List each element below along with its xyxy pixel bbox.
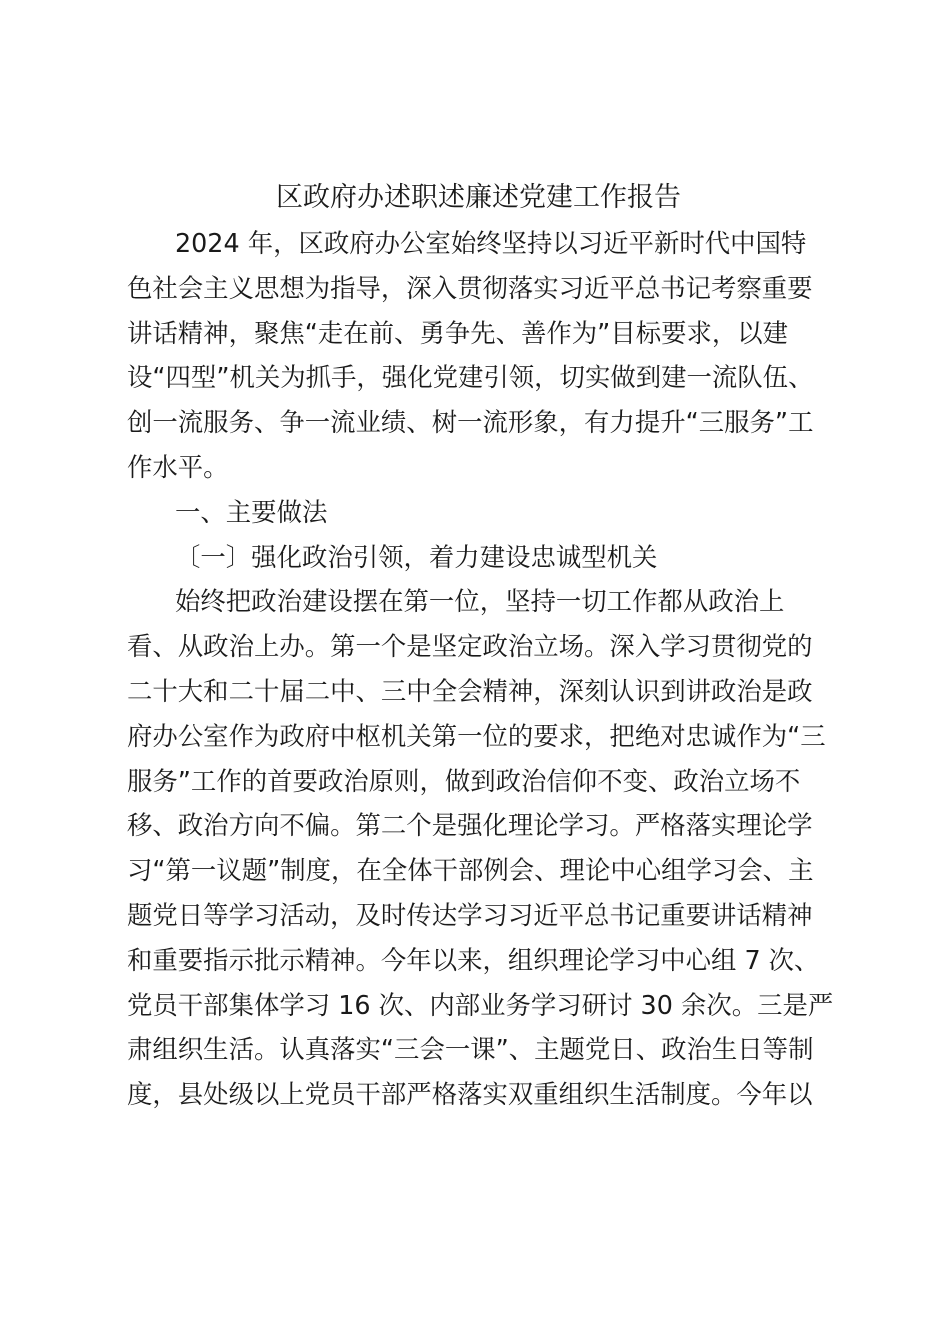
document-body (127, 174, 834, 1117)
paragraph-line: 府办公室作为政府中枢机关第一位的要求，把绝对忠诚作为“三 (127, 720, 826, 751)
paragraph-line: 讲话精神，聚焦“走在前、勇争先、善作为”目标要求，以建 (127, 317, 789, 348)
paragraph-line: 和重要指示批示精神。今年以来，组织理论学习中心组 7 次、 (127, 944, 820, 975)
paragraph-line: 肃组织生活。认真落实“三会一课”、主题党日、政治生日等制 (127, 1034, 814, 1065)
paragraph-line: 题党日等学习活动，及时传达学习习近平总书记重要讲话精神 (127, 899, 813, 930)
paragraph-line: 服务”工作的首要政治原则，做到政治信仰不变、政治立场不 (127, 765, 801, 796)
section-heading: 一、主要做法 (175, 496, 328, 527)
paragraph-line: 看、从政治上办。第一个是坚定政治立场。深入学习贯彻党的 (127, 631, 813, 662)
intro-paragraph (127, 221, 830, 490)
paragraph-line: 2024 年，区政府办公室始终坚持以习近平新时代中国特 (175, 228, 807, 258)
paragraph-line: 二十大和二十届二中、三中全会精神，深刻认识到讲政治是政 (127, 675, 813, 706)
paragraph-line: 创一流服务、争一流业绩、树一流形象，有力提升“三服务”工 (127, 407, 814, 438)
paragraph-line: 始终把政治建设摆在第一位，坚持一切工作都从政治上 (175, 586, 785, 617)
paragraph-line: 色社会主义思想为指导，深入贯彻落实习近平总书记考察重要 (127, 272, 813, 303)
subsection-paragraph (127, 579, 834, 1117)
document-title: 区政府办述职述廉述党建工作报告 (276, 182, 681, 213)
paragraph-line: 移、政治方向不偏。第二个是强化理论学习。严格落实理论学 (127, 810, 813, 841)
paragraph-line: 习“第一议题”制度，在全体干部例会、理论中心组学习会、主 (127, 855, 814, 886)
paragraph-line: 度，县处级以上党员干部严格落实双重组织生活制度。今年以 (127, 1079, 813, 1110)
paragraph-line: 作水平。 (127, 451, 229, 482)
paragraph-line: 设“四型”机关为抓手，强化党建引领，切实做到建一流队伍、 (127, 362, 814, 393)
paragraph-line: 党员干部集体学习 16 次、内部业务学习研讨 30 余次。三是严 (127, 989, 834, 1020)
subsection-heading: 〔一〕强化政治引领，着力建设忠诚型机关 (175, 541, 658, 572)
